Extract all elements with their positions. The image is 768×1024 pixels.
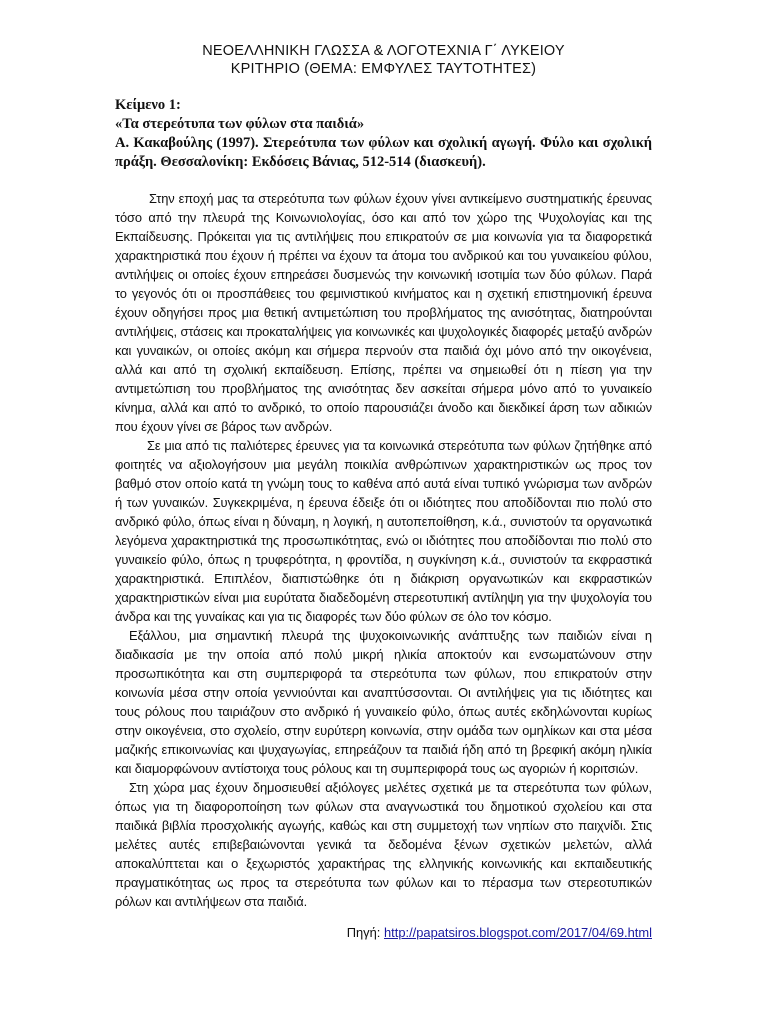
document-page [115, 42, 652, 942]
paragraph: Στην εποχή μας τα στερεότυπα των φύλων έχουν γίνει αντικείμενο συστηματικής έρευνας τόσο από την πλευρά της Κοινωνιολογίας, όσο και από τον χώρο της Ψυχολογίας και της Εκπαίδευσης. Πρόκειται για τις αντιλήψεις που επικρατούν σε μια κοινωνία για τα διαφορετικά χαρακτηριστικά που έχουν ή πρέπει να έχουν τα άτομα του ανδρικού και του γυναικείου φύλου, αντιλήψεις οι οποίες έχουν επηρεάσει δυσμενώς την κοινωνική ισοτιμία των δύο φύλων. Παρά το γεγονός ότι οι προσπάθειες του φεμινιστικού κινήματος και η σχετική επιστημονική έρευνα έχουν οδηγήσει προς μια θετική αντιμετώπιση του προβλήματος της ανισότητας, διατηρούνται αντιλήψεις, στάσεις και προκαταλήψεις για κοινωνικές και ψυχολογικές διαφορές μεταξύ ανδρών και γυναικών, οι οποίες ακόμη και σήμερα περνούν στα παιδιά όχι μόνο από την οικογένεια, αλλά και από τη σχολική εκπαίδευση. Επίσης, πρέπει να σημειωθεί ότι η πίεση για την αντιμετώπιση του προβλήματος της ανισότητας δεν ασκείται σήμερα μόνο από το γυναικείο κίνημα, αλλά και από το ανδρικό, το οποίο παρουσιάζει άνοδο και διεκδικεί άρση των αδικιών που έχουν γίνει σε βάρος των ανδρών. [115, 191, 652, 434]
course-title: ΝΕΟΕΛΛΗΝΙΚΗ ΓΛΩΣΣΑ & ΛΟΓΟΤΕΧΝΙΑ Γ΄ ΛΥΚΕΙΟΥ [202, 43, 565, 59]
source-label: Πηγή: [346, 925, 381, 940]
paragraph: Στη χώρα μας έχουν δημοσιευθεί αξιόλογες μελέτες σχετικά με τα στερεότυπα των φύλων, όπως για τη διαφοροποίηση των φύλων στα αναγνωστικά του δημοτικού σχολείου και στα παιδικά βιβλία προσχολικής αγωγής, καθώς και στη συμμετοχή των νηπίων στο παιχνίδι. Στις μελέτες αυτές επιβεβαιώνονται γενικά τα δεδομένα ξένων σχετικών μελετών, αλλά αποκαλύπτεται και ο ξεχωριστός χαρακτήρας της ελληνικής κοινωνικής και εκπαιδευτικής πραγματικότητας ως προς τα στερεότυπα των φύλων και το πέρασμα των στερεοτυπικών ρόλων και αντιλήψεων στα παιδιά. [115, 780, 652, 909]
paragraph: Σε μια από τις παλιότερες έρευνες για τα κοινωνικά στερεότυπα των φύλων ζητήθηκε από φοιτητές να αξιολογήσουν μια μεγάλη ποικιλία ανθρώπινων χαρακτηριστικών ως προς τον βαθμό στον οποίο κατά τη γνώμη τους το καθένα από αυτά είναι τυπικό γνώρισμα των ανδρών ή των γυναικών. Συγκεκριμένα, η έρευνα έδειξε ότι οι ιδιότητες που αποδίδονται πιο πολύ στο ανδρικό φύλο, όπως είναι η δύναμη, η λογική, η αυτοπεποίθηση, κ.ά., συνιστούν τα οργανωτικά λεγόμενα χαρακτηριστικά της προσωπικότητας, ενώ οι ιδιότητες που αποδίδονται πιο πολύ στο γυναικείο φύλο, όπως η τρυφερότητα, η φροντίδα, η συγκίνηση κ.ά., συνιστούν τα εκφραστικά χαρακτηριστικά. Επιπλέον, διαπιστώθηκε ότι η διάκριση οργανωτικών και εκφραστικών χαρακτηριστικών είναι μια ευρύτατα διαδεδομένη στερεοτυπική αντίληψη για την ψυχολογία του άνδρα και της γυναίκας και για τις διαφορές των δύο φύλων σε όλο τον κόσμο. [115, 438, 652, 624]
source-link[interactable]: http://papatsiros.blogspot.com/2017/04/69.html [383, 925, 652, 940]
text-title: «Τα στερεότυπα των φύλων στα παιδιά» [115, 116, 365, 132]
exam-subtitle: ΚΡΙΤΗΡΙΟ (ΘΕΜΑ: ΕΜΦΥΛΕΣ ΤΑΥΤΟΤΗΤΕΣ) [230, 61, 537, 77]
spacer [115, 78, 652, 96]
article-body [115, 189, 652, 911]
text-reference: Α. Κακαβούλης (1997). Στερεότυπα των φύλων και σχολική αγωγή. Φύλο και σχολική πράξη. Θεσσαλονίκη: Εκδόσεις Βάνιας, 512-514 (διασκευή). [115, 135, 652, 170]
text-label: Κείμενο 1: [115, 97, 181, 113]
source-line [115, 923, 652, 942]
paragraph: Εξάλλου, μια σημαντική πλευρά της ψυχοκοινωνικής ανάπτυξης των παιδιών είναι η διαδικασία με την οποία από πολύ μικρή ηλικία αποκτούν και ενσωματώνουν στην προσωπικότητα και στη συμπεριφορά τα στερεότυπα των φύλων, που επικρατούν στην κοινωνία μέσα στην οποία γεννιούνται και αναπτύσσονται. Οι αντιλήψεις για τις ιδιότητες και τους ρόλους που ταιριάζουν στο ανδρικό ή γυναικείο φύλο, όπως αυτές εκδηλώνονται κυρίως στην οικογένεια, στο σχολείο, στην ευρύτερη κοινωνία, στην ομάδα των ομηλίκων και στα μέσα μαζικής επικοινωνίας και ψυχαγωγίας, επηρεάζουν τα παιδιά ήδη από τη βρεφική ακόμη ηλικία και διαμορφώνουν αντίστοιχα τους ρόλους και τη συμπεριφορά τους ως αγοριών ή κοριτσιών. [115, 628, 652, 776]
